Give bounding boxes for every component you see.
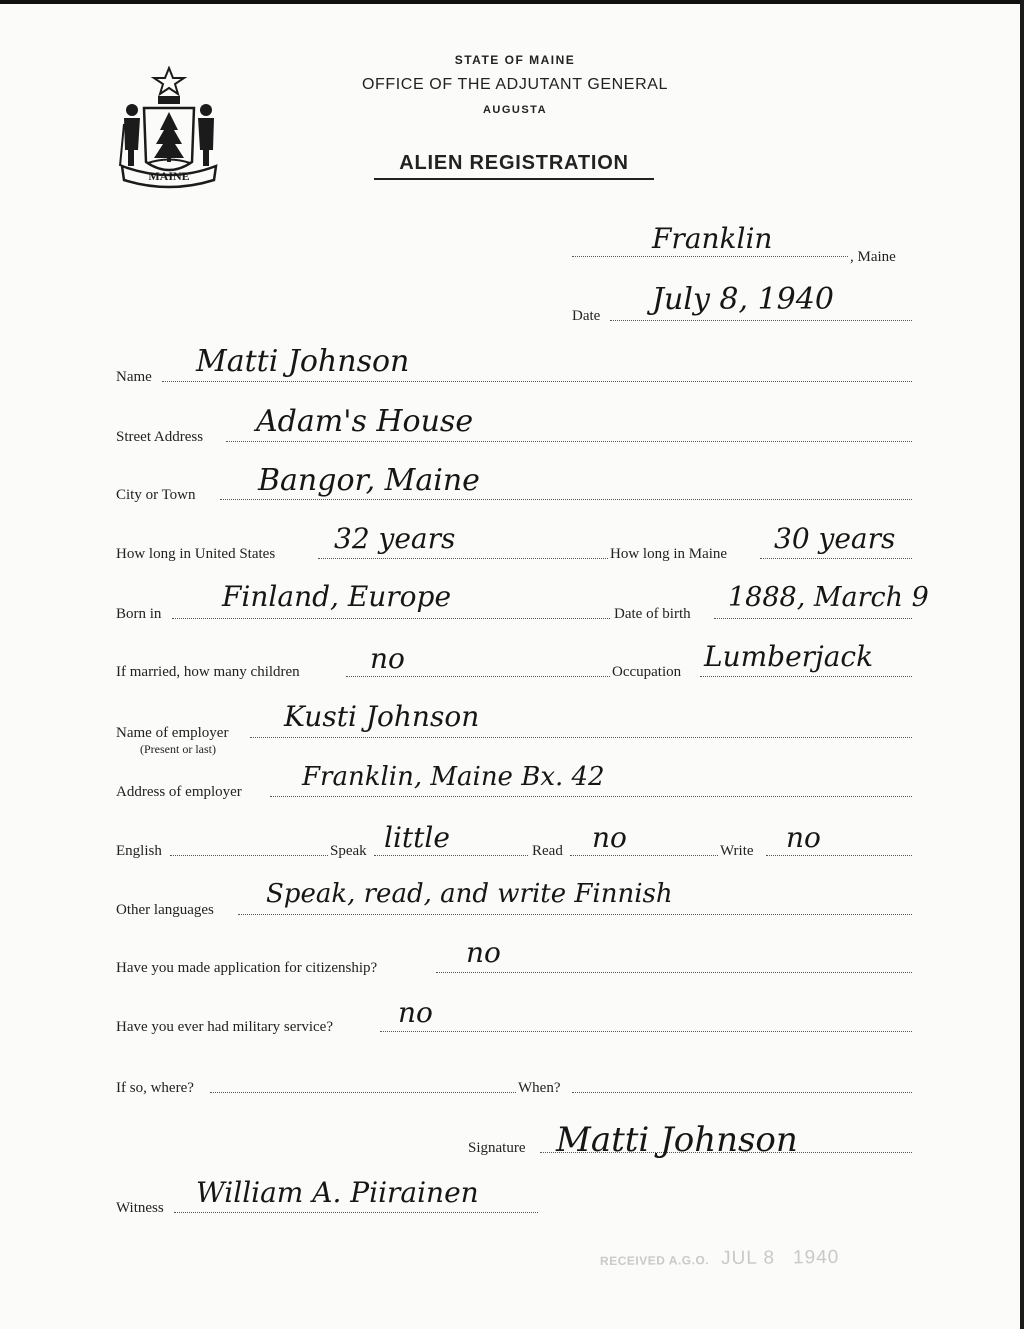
city-line <box>220 499 912 500</box>
how-long-us-line <box>318 558 608 559</box>
occupation-line <box>700 676 912 677</box>
children-line <box>346 676 610 677</box>
read-line <box>570 855 718 856</box>
street-value: Adam's House <box>256 404 474 439</box>
signature-value: Matti Johnson <box>556 1120 798 1160</box>
date-value: July 8, 1940 <box>652 282 834 317</box>
military-label: Have you ever had military service? <box>116 1019 333 1035</box>
name-value: Matti Johnson <box>196 344 410 379</box>
date-of-birth-line <box>714 618 912 619</box>
town-line <box>572 256 848 257</box>
employer-address-label: Address of employer <box>116 784 242 800</box>
military-line <box>380 1031 912 1032</box>
employer-name-sublabel: (Present or last) <box>140 742 216 756</box>
maine-label: , Maine <box>850 249 896 265</box>
read-label: Read <box>532 843 563 859</box>
other-languages-label: Other languages <box>116 902 214 918</box>
citizenship-value: no <box>466 936 501 969</box>
how-long-us-label: How long in United States <box>116 546 276 562</box>
stamp-year: 1940 <box>792 1246 840 1269</box>
city-value: Bangor, Maine <box>258 463 480 498</box>
received-stamp <box>600 1247 839 1271</box>
scan-edge-right <box>1020 0 1024 1329</box>
where-label: If so, where? <box>116 1080 194 1096</box>
how-long-us-value: 32 years <box>334 522 456 555</box>
witness-value: William A. Piirainen <box>196 1176 479 1209</box>
speak-value: little <box>384 821 450 854</box>
date-label: Date <box>572 308 601 324</box>
write-label: Write <box>720 843 754 859</box>
where-line <box>210 1092 516 1093</box>
born-in-value: Finland, Europe <box>222 580 452 613</box>
signature-label: Signature <box>468 1140 526 1156</box>
town-value: Franklin <box>652 222 773 255</box>
military-value: no <box>398 996 433 1029</box>
born-in-line <box>172 618 610 619</box>
write-line <box>766 855 912 856</box>
children-label: If married, how many children <box>116 664 300 680</box>
witness-line <box>174 1212 538 1213</box>
other-languages-line <box>238 914 912 915</box>
svg-text:MAINE: MAINE <box>148 169 190 183</box>
city-label: City or Town <box>116 487 196 503</box>
read-value: no <box>592 821 627 854</box>
other-languages-value: Speak, read, and write Finnish <box>266 879 673 909</box>
stamp-month-day: JUL 8 <box>720 1247 776 1269</box>
children-value: no <box>370 642 405 675</box>
name-line <box>162 381 912 382</box>
date-of-birth-value: 1888, March 9 <box>728 582 929 613</box>
date-line <box>610 320 912 321</box>
english-line <box>170 855 328 856</box>
when-label: When? <box>518 1080 561 1096</box>
speak-label: Speak <box>330 843 367 859</box>
write-value: no <box>786 821 821 854</box>
occupation-label: Occupation <box>612 664 682 680</box>
header-office: OFFICE OF THE ADJUTANT GENERAL <box>361 76 669 93</box>
street-label: Street Address <box>116 429 204 445</box>
employer-name-value: Kusti Johnson <box>284 700 480 733</box>
stamp-received: RECEIVED A.G.O. <box>599 1253 710 1269</box>
speak-line <box>374 855 528 856</box>
citizenship-line <box>436 972 912 973</box>
witness-label: Witness <box>116 1200 164 1216</box>
maine-state-seal-icon <box>116 66 222 192</box>
how-long-maine-label: How long in Maine <box>610 546 728 562</box>
date-of-birth-label: Date of birth <box>614 606 691 622</box>
title-underline <box>374 178 654 180</box>
born-in-label: Born in <box>116 606 162 622</box>
when-line <box>572 1092 912 1093</box>
how-long-maine-value: 30 years <box>774 522 896 555</box>
employer-name-label: Name of employer <box>116 725 229 741</box>
employer-name-line <box>250 737 912 738</box>
occupation-value: Lumberjack <box>704 640 874 673</box>
employer-address-value: Franklin, Maine Bx. 42 <box>302 762 605 792</box>
employer-address-line <box>270 796 912 797</box>
citizenship-label: Have you made application for citizenship? <box>116 960 378 976</box>
form-title: ALIEN REGISTRATION <box>399 152 629 174</box>
header-city: AUGUSTA <box>482 104 548 116</box>
name-label: Name <box>116 369 152 385</box>
how-long-maine-line <box>760 558 912 559</box>
street-line <box>226 441 912 442</box>
scan-edge-top <box>0 0 1024 4</box>
english-label: English <box>116 843 162 859</box>
header-state: STATE OF MAINE <box>454 53 576 67</box>
